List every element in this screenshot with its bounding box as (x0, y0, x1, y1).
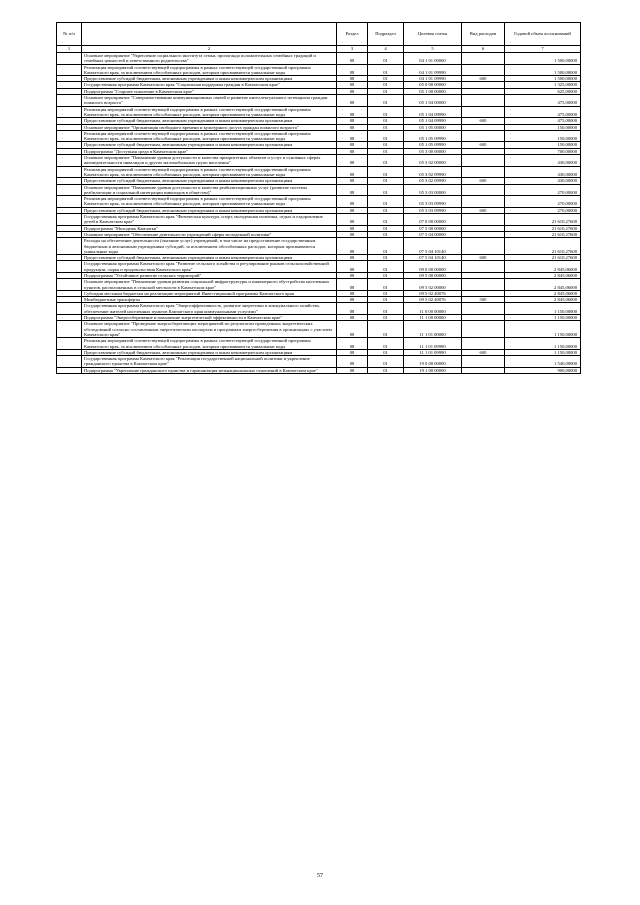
cell-sum: 1 500,00000 (505, 53, 581, 65)
cell-vr (462, 303, 505, 315)
cell-razdel: 08 (337, 290, 368, 296)
table-row (57, 53, 581, 65)
cell-vr: 600 (462, 207, 505, 213)
cell-podrazdel: 01 (368, 297, 404, 303)
table-row (57, 184, 581, 196)
cell-csr: 05 1 05 09990 (404, 130, 462, 142)
cell-csr: 11 1 01 09990 (404, 349, 462, 355)
cell-razdel: 08 (337, 338, 368, 350)
header-sum: Годовой объем ассигнований (505, 23, 581, 46)
cell-sum: 1 150,00000 (505, 303, 581, 315)
cell-csr: 04 1 01 09990 (404, 64, 462, 76)
table-row (57, 303, 581, 315)
cell-vr: 600 (462, 255, 505, 261)
cell-vr (462, 196, 505, 208)
cell-vr: 600 (462, 178, 505, 184)
cell-sum: 430,00000 (505, 166, 581, 178)
cell-podrazdel: 01 (368, 95, 404, 107)
cell-csr: 05 1 04 09990 (404, 118, 462, 124)
cell-sum: 270,00000 (505, 196, 581, 208)
cell-csr: 04 1 01 00000 (404, 53, 462, 65)
cell-csr: 11 1 00 00000 (404, 315, 462, 321)
table-header-row (57, 23, 581, 46)
cell-vr: 600 (462, 118, 505, 124)
cell-razdel: 08 (337, 155, 368, 167)
table-row (57, 321, 581, 338)
cell-sum: 2 845,06000 (505, 261, 581, 273)
cell-vr (462, 356, 505, 368)
cell-razdel: 08 (337, 148, 368, 154)
col-number: 2 (82, 46, 337, 53)
cell-name: Подпрограмма "Доступная среда в Камчатском крае" (82, 148, 337, 154)
cell-csr: 07 5 04 10140 (404, 238, 462, 255)
cell-csr: 19 0 00 00000 (404, 356, 462, 368)
cell-podrazdel: 01 (368, 53, 404, 65)
page-number: 57 (317, 873, 323, 879)
cell-vr: 500 (462, 297, 505, 303)
cell-vr (462, 184, 505, 196)
cell-csr: 07 5 04 00000 (404, 231, 462, 237)
cell-podrazdel: 01 (368, 196, 404, 208)
cell-razdel: 08 (337, 356, 368, 368)
cell-name: Подпрограмма "Устойчивое развитие сельских территорий" (82, 272, 337, 278)
cell-sum: 21 610,27600 (505, 225, 581, 231)
cell-name: Предоставление субсидий бюджетным, автономным учреждениям и иным некоммерческим организациям (82, 349, 337, 355)
cell-sum: 1 150,00000 (505, 349, 581, 355)
cell-csr: 09 5 00 00000 (404, 272, 462, 278)
cell-name: Реализация мероприятий соответствующей подпрограммы в рамках соответствующей государственной программы Камчатского края, за исключением обособленных расходов, которым присваиваются уникальные коды (82, 166, 337, 178)
cell-csr: 05 3 02 09990 (404, 178, 462, 184)
cell-razdel: 08 (337, 88, 368, 94)
cell-name: Субсидии местным бюджетам на реализацию мероприятий Инвестиционной программы Камчатского края (82, 290, 337, 296)
cell-vr (462, 106, 505, 118)
table-row (57, 279, 581, 291)
cell-name: Основное мероприятие "Повышение уровня доступности и качества приоритетных объектов и услуг в основных сферах жизнедеятельности инвалидов и других маломобильных групп населения" (82, 155, 337, 167)
cell-razdel: 08 (337, 184, 368, 196)
cell-csr: 05 3 03 09990 (404, 207, 462, 213)
cell-sum: 1 500,00000 (505, 64, 581, 76)
document-page (56, 22, 580, 374)
cell-razdel: 08 (337, 166, 368, 178)
cell-podrazdel: 01 (368, 178, 404, 184)
cell-name: Основное мероприятие "Повышение уровня развития социальной инфраструктуры и инженерного обустройства населенных пунктов, расположенных в сельской местности в Камчатском крае" (82, 279, 337, 291)
cell-name: Основное мероприятие "Совершенствование коммуникационных связей и развитие интеллектуального потенциала граждан пожилого возраста" (82, 95, 337, 107)
cell-sum: 21 610,27600 (505, 231, 581, 237)
cell-csr: 05 3 02 09990 (404, 166, 462, 178)
cell-csr: 07 5 00 00000 (404, 225, 462, 231)
cell-sum: 1 150,00000 (505, 315, 581, 321)
col-number: 4 (368, 46, 404, 53)
cell-sum: 2 845,06000 (505, 272, 581, 278)
cell-csr: 05 1 00 00000 (404, 88, 462, 94)
cell-sum: 2 845,06000 (505, 290, 581, 296)
cell-podrazdel: 01 (368, 290, 404, 296)
cell-sum: 1 150,00000 (505, 321, 581, 338)
cell-name: Межбюджетные трансферты (82, 297, 337, 303)
cell-vr (462, 64, 505, 76)
cell-sum: 150,00000 (505, 142, 581, 148)
cell-name: Государственная программа Камчатского края "Реализация государственной национальной политики и укрепление гражданского единства в Камчатском крае" (82, 356, 337, 368)
cell-csr: 19 1 00 00000 (404, 367, 462, 373)
cell-csr: 09 5 02 40076 (404, 297, 462, 303)
cell-name: Основное мероприятие "Проведение энергосберегающих мероприятий по результатам проведенных энергетических обследований согласно составленным энергетическим паспортам и программам энергосбережения в организациях с участием Камчатского края" (82, 321, 337, 338)
cell-razdel: 08 (337, 214, 368, 226)
header-csr: Целевая статья (404, 23, 462, 46)
cell-razdel: 08 (337, 207, 368, 213)
cell-num (57, 95, 82, 107)
cell-name: Основное мероприятие "Обеспечение деятельности учреждений сферы молодежной политики" (82, 231, 337, 237)
cell-name: Подпрограмма "Старшее поколение в Камчатском крае" (82, 88, 337, 94)
table-row (57, 261, 581, 273)
cell-csr: 07 0 00 00000 (404, 214, 462, 226)
cell-podrazdel: 01 (368, 155, 404, 167)
table-row (57, 238, 581, 255)
cell-name: Государственная программа Камчатского края "Развитие сельского хозяйства и регулирование рынков сельскохозяйственной продукции, сырья и продовольствия Камчатского края" (82, 261, 337, 273)
cell-podrazdel: 01 (368, 225, 404, 231)
cell-podrazdel: 01 (368, 118, 404, 124)
cell-csr: 05 1 05 09990 (404, 142, 462, 148)
cell-vr (462, 53, 505, 65)
table-row (57, 155, 581, 167)
cell-vr (462, 338, 505, 350)
cell-sum: 2 845,06000 (505, 297, 581, 303)
cell-razdel: 08 (337, 279, 368, 291)
cell-name: Предоставление субсидий бюджетным, автономным учреждениям и иным некоммерческим организациям (82, 118, 337, 124)
cell-podrazdel: 01 (368, 255, 404, 261)
cell-razdel: 08 (337, 315, 368, 321)
cell-vr (462, 166, 505, 178)
cell-csr: 05 3 03 09990 (404, 196, 462, 208)
cell-vr (462, 261, 505, 273)
cell-podrazdel: 01 (368, 315, 404, 321)
cell-name: Основное мероприятие "Укрепление социального института семьи, пропаганда положительных семейных традиций и семейных ценностей и ответственного родительства" (82, 53, 337, 65)
header-num: № п/п (57, 23, 82, 46)
cell-sum: 150,00000 (505, 124, 581, 130)
cell-name: Реализация мероприятий соответствующей подпрограммы в рамках соответствующей государственной программы Камчатского края, за исключением обособленных расходов, которым присваиваются уникальные коды (82, 196, 337, 208)
cell-csr: 09 0 00 00000 (404, 261, 462, 273)
header-name (82, 23, 337, 46)
cell-csr: 07 5 04 10140 (404, 255, 462, 261)
cell-num (57, 64, 82, 76)
cell-razdel: 08 (337, 64, 368, 76)
cell-razdel: 08 (337, 231, 368, 237)
cell-name: Подпрограмма "Энергосбережение и повышение энергетической эффективности в Камчатском крае" (82, 315, 337, 321)
cell-podrazdel: 01 (368, 124, 404, 130)
cell-csr: 11 1 01 09990 (404, 338, 462, 350)
cell-sum: 1 540,00000 (505, 356, 581, 368)
cell-sum: 1 150,00000 (505, 338, 581, 350)
cell-sum: 430,00000 (505, 155, 581, 167)
cell-sum: 900,00000 (505, 367, 581, 373)
cell-vr (462, 279, 505, 291)
cell-podrazdel: 01 (368, 130, 404, 142)
cell-podrazdel: 01 (368, 82, 404, 88)
cell-name: Реализация мероприятий соответствующей подпрограммы в рамках соответствующей государственной программы Камчатского края, за исключением обособленных расходов, которым присваиваются уникальные коды (82, 64, 337, 76)
cell-vr (462, 238, 505, 255)
cell-podrazdel: 01 (368, 184, 404, 196)
cell-num (57, 196, 82, 208)
cell-csr: 05 3 00 00000 (404, 148, 462, 154)
cell-name: Предоставление субсидий бюджетным, автономным учреждениям и иным некоммерческим организациям (82, 142, 337, 148)
table-row (57, 95, 581, 107)
cell-razdel: 08 (337, 142, 368, 148)
cell-name: Основное мероприятие "Повышение уровня доступности и качества реабилитационных услуг (развитие системы реабилитации и социальной интеграции инвалидов в общество)" (82, 184, 337, 196)
cell-podrazdel: 01 (368, 148, 404, 154)
header-vr: Вид расходов (462, 23, 505, 46)
cell-num (57, 166, 82, 178)
cell-razdel: 08 (337, 349, 368, 355)
cell-razdel: 08 (337, 367, 368, 373)
cell-sum: 1 500,00000 (505, 76, 581, 82)
cell-name: Предоставление субсидий бюджетным, автономным учреждениям и иным некоммерческим организациям (82, 207, 337, 213)
cell-csr: 05 1 05 00000 (404, 124, 462, 130)
cell-num (57, 279, 82, 291)
table-row (57, 196, 581, 208)
table-row (57, 166, 581, 178)
cell-vr (462, 367, 505, 373)
cell-vr (462, 130, 505, 142)
cell-podrazdel: 01 (368, 303, 404, 315)
cell-num (57, 367, 82, 373)
cell-num (57, 303, 82, 315)
cell-csr: 11 1 01 00000 (404, 321, 462, 338)
cell-razdel: 08 (337, 82, 368, 88)
col-number: 6 (462, 46, 505, 53)
cell-vr (462, 95, 505, 107)
cell-vr (462, 155, 505, 167)
cell-razdel: 08 (337, 106, 368, 118)
cell-num (57, 53, 82, 65)
cell-razdel: 08 (337, 238, 368, 255)
col-number: 5 (404, 46, 462, 53)
header-razdel: Раздел (337, 23, 368, 46)
cell-sum: 700,00000 (505, 148, 581, 154)
cell-name: Реализация мероприятий соответствующей подпрограммы в рамках соответствующей государственной программы Камчатского края, за исключением обособленных расходов, которым присваиваются уникальные коды (82, 106, 337, 118)
cell-name: Предоставление субсидий бюджетным, автономным учреждениям и иным некоммерческим организациям (82, 76, 337, 82)
cell-razdel: 08 (337, 130, 368, 142)
cell-csr: 05 1 04 00000 (404, 95, 462, 107)
cell-num (57, 238, 82, 255)
cell-razdel: 08 (337, 53, 368, 65)
cell-csr: 05 0 00 00000 (404, 82, 462, 88)
cell-razdel: 08 (337, 261, 368, 273)
cell-podrazdel: 01 (368, 356, 404, 368)
cell-sum: 21 610,27600 (505, 214, 581, 226)
cell-name: Основное мероприятие "Организация свободного времени и культурного досуга граждан пожилого возраста" (82, 124, 337, 130)
cell-podrazdel: 01 (368, 338, 404, 350)
cell-name: Предоставление субсидий бюджетным, автономным учреждениям и иным некоммерческим организациям (82, 255, 337, 261)
cell-sum: 270,00000 (505, 207, 581, 213)
cell-num (57, 130, 82, 142)
cell-razdel: 08 (337, 303, 368, 315)
cell-csr: 04 1 01 09990 (404, 76, 462, 82)
cell-name: Расходы на обеспечение деятельности (оказание услуг) учреждений, в том числе на предоставление государственным бюджетным и автономным учреждениям субсидий, за исключением обособленных расходов, которым присваиваются уникальные коды (82, 238, 337, 255)
cell-podrazdel: 01 (368, 64, 404, 76)
cell-vr (462, 214, 505, 226)
cell-razdel: 08 (337, 321, 368, 338)
cell-sum: 475,00000 (505, 118, 581, 124)
cell-csr: 09 5 02 40076 (404, 290, 462, 296)
cell-podrazdel: 01 (368, 279, 404, 291)
cell-sum: 625,00000 (505, 88, 581, 94)
cell-razdel: 08 (337, 272, 368, 278)
cell-sum: 150,00000 (505, 130, 581, 142)
header-podrazdel: Подраздел (368, 23, 404, 46)
cell-num (57, 155, 82, 167)
cell-num (57, 184, 82, 196)
cell-vr: 600 (462, 142, 505, 148)
column-number-row (57, 46, 581, 53)
cell-name: Подпрограмма "Укрепление гражданского единства и гармонизация межнациональных отношений в Камчатском крае" (82, 367, 337, 373)
cell-sum: 21 610,27600 (505, 255, 581, 261)
cell-podrazdel: 01 (368, 106, 404, 118)
cell-vr: 600 (462, 349, 505, 355)
cell-podrazdel: 01 (368, 76, 404, 82)
cell-razdel: 08 (337, 225, 368, 231)
cell-razdel: 08 (337, 124, 368, 130)
cell-num (57, 356, 82, 368)
table-row (57, 106, 581, 118)
table-row (57, 214, 581, 226)
cell-name: Подпрограмма "Молодежь Камчатки" (82, 225, 337, 231)
cell-sum: 1 325,00000 (505, 82, 581, 88)
cell-name: Государственная программа Камчатского края "Энергоэффективность, развитие энергетики и коммунального хозяйства, обеспечение жителей населенных пунктов Камчатского края коммунальными услугами" (82, 303, 337, 315)
cell-num (57, 321, 82, 338)
table-row (57, 338, 581, 350)
table-row (57, 130, 581, 142)
cell-podrazdel: 01 (368, 321, 404, 338)
cell-podrazdel: 01 (368, 367, 404, 373)
cell-num (57, 338, 82, 350)
cell-razdel: 08 (337, 178, 368, 184)
cell-sum: 270,00000 (505, 184, 581, 196)
cell-podrazdel: 01 (368, 166, 404, 178)
budget-table (56, 22, 581, 374)
table-row (57, 367, 581, 373)
table-row (57, 64, 581, 76)
col-number: 3 (337, 46, 368, 53)
cell-razdel: 08 (337, 196, 368, 208)
cell-vr: 600 (462, 76, 505, 82)
cell-sum: 21 610,27600 (505, 238, 581, 255)
cell-csr: 11 0 00 00000 (404, 303, 462, 315)
cell-podrazdel: 01 (368, 272, 404, 278)
cell-csr: 05 3 03 00000 (404, 184, 462, 196)
cell-razdel: 08 (337, 297, 368, 303)
cell-podrazdel: 01 (368, 349, 404, 355)
cell-razdel: 08 (337, 95, 368, 107)
cell-csr: 09 5 02 00000 (404, 279, 462, 291)
table-row (57, 356, 581, 368)
cell-razdel: 08 (337, 118, 368, 124)
cell-name: Предоставление субсидий бюджетным, автономным учреждениям и иным некоммерческим организациям (82, 178, 337, 184)
cell-razdel: 08 (337, 76, 368, 82)
cell-podrazdel: 01 (368, 238, 404, 255)
cell-name: Реализация мероприятий соответствующей подпрограммы в рамках соответствующей государственной программы Камчатского края, за исключением обособленных расходов, которым присваиваются уникальные коды (82, 338, 337, 350)
cell-podrazdel: 01 (368, 261, 404, 273)
cell-vr (462, 321, 505, 338)
cell-name: Государственная программа Камчатского края "Физическая культура, спорт, молодежная политика, отдых и оздоровление детей в Камчатском крае" (82, 214, 337, 226)
cell-name: Государственная программа Камчатского края "Социальная поддержка граждан в Камчатском крае" (82, 82, 337, 88)
cell-podrazdel: 01 (368, 214, 404, 226)
cell-podrazdel: 01 (368, 142, 404, 148)
cell-podrazdel: 01 (368, 231, 404, 237)
col-number: 1 (57, 46, 82, 53)
cell-podrazdel: 01 (368, 88, 404, 94)
cell-razdel: 08 (337, 255, 368, 261)
cell-sum: 475,00000 (505, 106, 581, 118)
cell-csr: 05 3 02 00000 (404, 155, 462, 167)
cell-num (57, 214, 82, 226)
cell-sum: 430,00000 (505, 178, 581, 184)
cell-num (57, 261, 82, 273)
cell-csr: 05 1 04 09990 (404, 106, 462, 118)
col-number: 7 (505, 46, 581, 53)
cell-name: Реализация мероприятий соответствующей подпрограммы в рамках соответствующей государственной программы Камчатского края, за исключением обособленных расходов, которым присваиваются уникальные коды (82, 130, 337, 142)
cell-sum: 2 845,06000 (505, 279, 581, 291)
cell-podrazdel: 01 (368, 207, 404, 213)
cell-sum: 475,00000 (505, 95, 581, 107)
cell-num (57, 106, 82, 118)
